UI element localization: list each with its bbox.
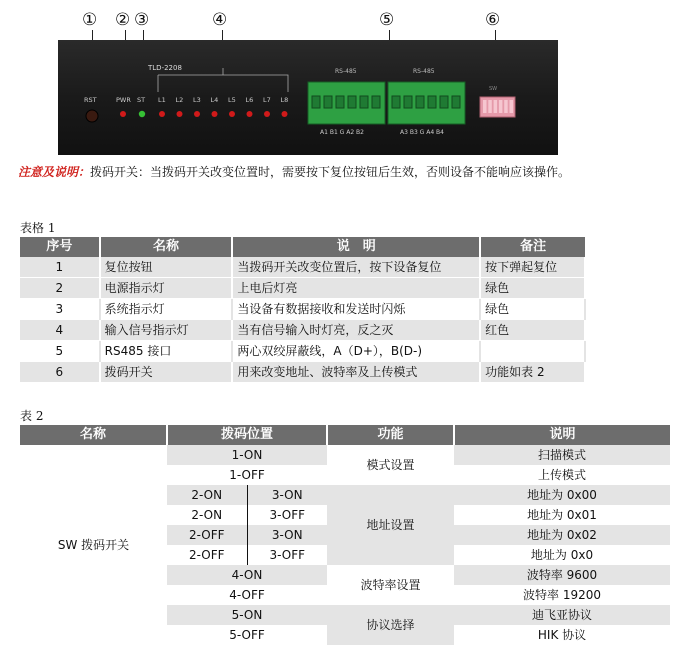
- dip-lever: [504, 100, 508, 113]
- t1-cell: 绿色: [480, 299, 585, 320]
- led-l1: [159, 111, 165, 117]
- st-led: [139, 111, 145, 117]
- table-row: [20, 278, 585, 299]
- t1-cell: 用来改变地址、波特率及上传模式: [232, 362, 480, 383]
- terminal-screw: [416, 96, 424, 108]
- t1-cell: 输入信号指示灯: [100, 320, 233, 341]
- t2-h-position: 拨码位置: [167, 425, 327, 445]
- t1-cell: [480, 341, 585, 362]
- terminal-screw: [428, 96, 436, 108]
- t1-cell: 2: [20, 278, 100, 299]
- table-row: [20, 362, 585, 383]
- t2-desc: HIK 协议: [454, 625, 670, 645]
- t2-pos: 3-ON: [247, 485, 327, 505]
- note-label: 注意及说明：: [18, 165, 91, 179]
- t1-h-name: 名称: [100, 237, 233, 257]
- dip-lever: [488, 100, 492, 113]
- led-label-l3: L3: [193, 96, 201, 104]
- dip-lever: [483, 100, 487, 113]
- t1-cell: 1: [20, 257, 100, 278]
- t2-desc: 波特率 19200: [454, 585, 670, 605]
- terminal-screw: [404, 96, 412, 108]
- device-photo: [58, 40, 558, 155]
- terminal-screw: [372, 96, 380, 108]
- t1-cell: 上电后灯亮: [232, 278, 480, 299]
- t2-pos: 4-ON: [167, 565, 327, 585]
- t1-h-index: 序号: [20, 237, 100, 257]
- note-text: 拨码开关：当拨码开关改变位置时，需要按下复位按钮后生效，否则设备不能响应该操作。: [90, 165, 571, 179]
- t2-pos: 5-ON: [167, 605, 327, 625]
- callout-6: ⑥: [485, 10, 501, 30]
- led-label-l7: L7: [263, 96, 271, 104]
- t2-desc: 地址为 0x00: [454, 485, 670, 505]
- st-label: ST: [137, 96, 146, 104]
- dip-lever: [494, 100, 498, 113]
- t1-cell: 6: [20, 362, 100, 383]
- callout-3: ③: [134, 10, 150, 30]
- rs485-label-a: RS-485: [335, 68, 357, 75]
- t2-h-desc: 说明: [454, 425, 670, 445]
- pwr-led: [120, 111, 126, 117]
- table2-caption: 表 2: [20, 409, 44, 423]
- led-label-l5: L5: [228, 96, 236, 104]
- t2-desc: 迪飞亚协议: [454, 605, 670, 625]
- led-l3: [194, 111, 200, 117]
- t2-desc: 扫描模式: [454, 445, 670, 465]
- reset-button: [86, 110, 98, 122]
- led-label-l8: L8: [280, 96, 289, 104]
- t1-cell: 拨码开关: [100, 362, 233, 383]
- pwr-label: PWR: [116, 96, 131, 104]
- table-row: [20, 299, 585, 320]
- t1-cell: 复位按钮: [100, 257, 233, 278]
- t2-pos: 2-ON: [167, 505, 247, 525]
- led-label-l2: L2: [175, 96, 184, 104]
- t2-pos: 3-OFF: [247, 545, 327, 565]
- led-l2: [177, 111, 183, 117]
- pins-b: A3 B3 G A4 B4: [400, 129, 444, 136]
- t1-cell: 按下弹起复位: [480, 257, 585, 278]
- t1-cell: 当拨码开关改变位置后，按下设备复位: [232, 257, 480, 278]
- t2-pos: 1-ON: [167, 445, 327, 465]
- table-row: [20, 341, 585, 362]
- led-label-l6: L6: [245, 96, 254, 104]
- model-label: TLD-2208: [148, 64, 182, 72]
- terminal-screw: [440, 96, 448, 108]
- sw-label: SW: [489, 86, 498, 92]
- t2-pos: 2-OFF: [167, 525, 247, 545]
- t2-name: SW 拨码开关: [20, 445, 167, 645]
- terminal-screw: [312, 96, 320, 108]
- callout-2: ②: [115, 10, 131, 30]
- t1-cell: 两心双绞屏蔽线，A（D+），B(D-): [232, 341, 480, 362]
- t2-desc: 地址为 0x02: [454, 525, 670, 545]
- terminal-screw: [324, 96, 332, 108]
- rst-label: RST: [84, 96, 97, 104]
- terminal-screw: [452, 96, 460, 108]
- table1-caption: 表格 1: [20, 221, 56, 235]
- dip-lever: [499, 100, 503, 113]
- t1-cell: 当设备有数据接收和发送时闪烁: [232, 299, 480, 320]
- terminal-screw: [348, 96, 356, 108]
- table-row: [20, 320, 585, 341]
- led-label-l1: L1: [158, 96, 166, 104]
- t2-desc: 地址为 0x01: [454, 505, 670, 525]
- t2-h-function: 功能: [327, 425, 454, 445]
- t2-func: 模式设置: [327, 445, 454, 485]
- t1-cell: 当有信号输入时灯亮，反之灭: [232, 320, 480, 341]
- t2-pos: 2-OFF: [167, 545, 247, 565]
- note: [18, 163, 570, 180]
- t1-cell: 5: [20, 341, 100, 362]
- t2-desc: 上传模式: [454, 465, 670, 485]
- t2-func: 地址设置: [327, 485, 454, 565]
- t2-h-name: 名称: [20, 425, 167, 445]
- callout-1: ①: [82, 10, 98, 30]
- t1-cell: 红色: [480, 320, 585, 341]
- led-l5: [229, 111, 235, 117]
- led-l8: [282, 111, 288, 117]
- t1-h-note: 备注: [480, 237, 585, 257]
- led-l6: [247, 111, 253, 117]
- t2-func: 协议选择: [327, 605, 454, 645]
- led-l4: [212, 111, 218, 117]
- t2-pos: 1-OFF: [167, 465, 327, 485]
- t1-cell: RS485 接口: [100, 341, 233, 362]
- t1-cell: 4: [20, 320, 100, 341]
- t1-cell: 系统指示灯: [100, 299, 233, 320]
- t2-func: 波特率设置: [327, 565, 454, 605]
- led-label-l4: L4: [210, 96, 219, 104]
- led-l7: [264, 111, 270, 117]
- table1-header: [20, 237, 585, 257]
- terminal-screw: [336, 96, 344, 108]
- t2-pos: 4-OFF: [167, 585, 327, 605]
- terminal-screw: [360, 96, 368, 108]
- dip-lever: [510, 100, 514, 113]
- t1-cell: 绿色: [480, 278, 585, 299]
- t2-pos: 3-ON: [247, 525, 327, 545]
- table1: [20, 237, 586, 383]
- t2-pos: 5-OFF: [167, 625, 327, 645]
- terminal-screw: [392, 96, 400, 108]
- t1-cell: 功能如表 2: [480, 362, 585, 383]
- t2-pos: 3-OFF: [247, 505, 327, 525]
- pins-a: A1 B1 G A2 B2: [320, 129, 364, 136]
- table-row: [20, 257, 585, 278]
- t2-desc: 波特率 9600: [454, 565, 670, 585]
- callout-5: ⑤: [379, 10, 395, 30]
- t1-h-desc: 说 明: [232, 237, 480, 257]
- t2-pos: 2-ON: [167, 485, 247, 505]
- table2-header: [20, 425, 670, 445]
- callout-4: ④: [212, 10, 228, 30]
- t1-cell: 电源指示灯: [100, 278, 233, 299]
- table2: [20, 425, 670, 645]
- t1-cell: 3: [20, 299, 100, 320]
- rs485-label-b: RS-485: [413, 68, 435, 75]
- t2-desc: 地址为 0x0: [454, 545, 670, 565]
